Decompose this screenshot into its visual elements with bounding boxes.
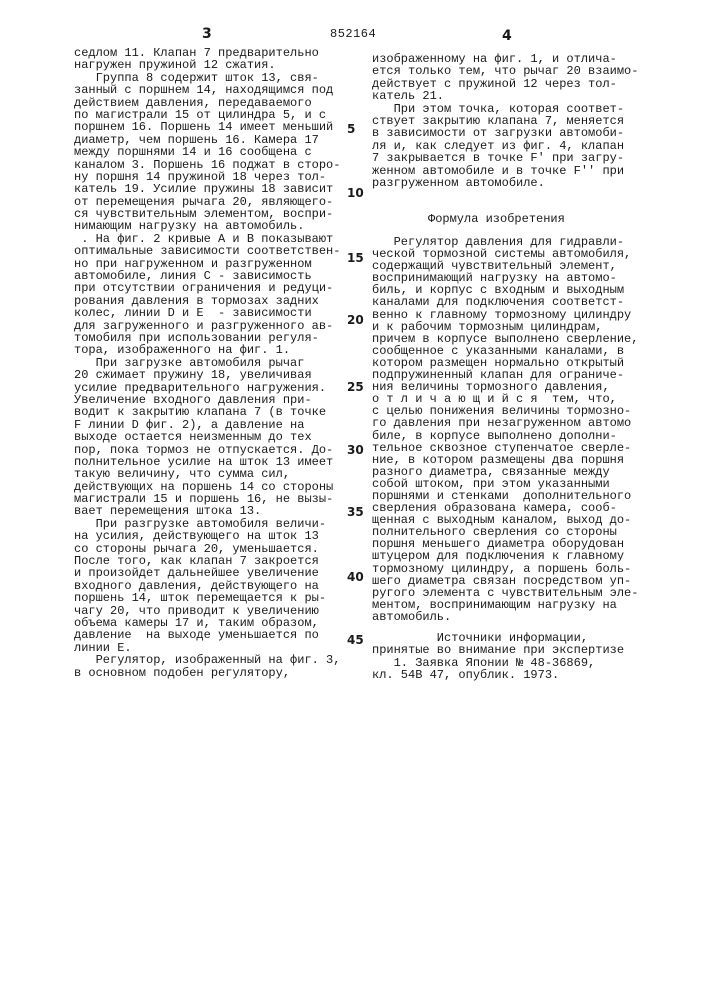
text-line: шего диаметра связан посредством уп- bbox=[372, 575, 638, 587]
text-line: входного давления, действующего на bbox=[74, 580, 340, 592]
text-line: ствует закрытию клапана 7, меняется bbox=[372, 115, 638, 127]
text-line: изображенному на фиг. 1, и отлича- bbox=[372, 53, 638, 65]
text-line: ческой тормозной системы автомобиля, bbox=[372, 248, 638, 260]
text-line: в основном подобен регулятору, bbox=[74, 667, 340, 679]
text-line: полнительное усилие на шток 13 имеет bbox=[74, 456, 340, 468]
text-line: автомобиль. bbox=[372, 611, 638, 623]
text-line: поршня меньшего диаметра оборудован bbox=[372, 538, 638, 550]
text-line: между поршнями 14 и 16 сообщена с bbox=[74, 146, 340, 158]
line-number: 15 bbox=[347, 251, 364, 265]
text-line: колес, линии D и E - зависимости bbox=[74, 307, 340, 319]
text-line: При загрузке автомобиля рычаг bbox=[74, 357, 340, 369]
claims-heading: Формула изобретения bbox=[428, 212, 565, 226]
line-number: 35 bbox=[347, 505, 364, 519]
text-line: и к рабочим тормозным цилиндрам, bbox=[372, 321, 638, 333]
text-line: биле, в корпусе выполнено дополни- bbox=[372, 430, 638, 442]
text-line: После того, как клапан 7 закроется bbox=[74, 555, 340, 567]
text-line: нагружен пружиной 12 сжатия. bbox=[74, 59, 340, 71]
text-line: рования давления в тормозах задних bbox=[74, 295, 340, 307]
text-line: чагу 20, что приводит к увеличению bbox=[74, 605, 340, 617]
text-line: такую величину, что сумма сил, bbox=[74, 468, 340, 480]
text-line: тельное сквозное ступенчатое сверле- bbox=[372, 442, 638, 454]
text-line: пор, пока тормоз не отпускается. До- bbox=[74, 444, 340, 456]
text-line: действием давления, передаваемого bbox=[74, 97, 340, 109]
text-line: магистрали 15 и поршень 16, не вызы- bbox=[74, 493, 340, 505]
text-line: вает перемещения штока 13. bbox=[74, 505, 340, 517]
text-line: полнительного сверления со стороны bbox=[372, 526, 638, 538]
text-line: ментом, воспринимающим нагрузку на bbox=[372, 599, 638, 611]
text-line: Регулятор, изображенный на фиг. 3, bbox=[74, 654, 340, 666]
text-line: принятые во внимание при экспертизе bbox=[372, 644, 624, 656]
text-line: 1. Заявка Японии № 48-36869, bbox=[372, 657, 624, 669]
text-line: ется только тем, что рычаг 20 взаимо- bbox=[372, 65, 638, 77]
text-line: в зависимости от загрузки автомоби- bbox=[372, 127, 638, 139]
text-line: о т л и ч а ю щ и й с я тем, что, bbox=[372, 393, 638, 405]
text-line: выходе остается неизменным до тех bbox=[74, 431, 340, 443]
right-column-text bbox=[372, 53, 638, 189]
text-line: ния величины тормозного давления, bbox=[372, 381, 638, 393]
text-line: нимающим нагрузку на автомобиль. bbox=[74, 220, 340, 232]
text-line: подпружиненный клапан для ограниче- bbox=[372, 369, 638, 381]
text-line: занный с поршнем 14, находящимся под bbox=[74, 84, 340, 96]
text-line: поршнем 16. Поршень 14 имеет меньший bbox=[74, 121, 340, 133]
text-line: содержащий чувствительный элемент, bbox=[372, 260, 638, 272]
text-line: для загруженного и разгруженного ав- bbox=[74, 320, 340, 332]
text-line: поршень 14, шток перемещается к ры- bbox=[74, 592, 340, 604]
sources-text bbox=[372, 632, 624, 682]
text-line: разного диаметра, связанные между bbox=[372, 466, 638, 478]
text-line: венно к главному тормозному цилиндру bbox=[372, 309, 638, 321]
text-line: при отсутствии ограничения и редуци- bbox=[74, 282, 340, 294]
text-line: Источники информации, bbox=[372, 632, 624, 644]
text-line: Регулятор давления для гидравли- bbox=[372, 236, 638, 248]
text-line: седлом 11. Клапан 7 предварительно bbox=[74, 47, 340, 59]
line-number: 40 bbox=[347, 570, 364, 584]
text-line: по магистрали 15 от цилиндра 5, и с bbox=[74, 109, 340, 121]
text-line: го давления при незагруженном автомо bbox=[372, 417, 638, 429]
text-line: поршнями и стенками дополнительного bbox=[372, 490, 638, 502]
line-number: 45 bbox=[347, 633, 364, 647]
text-line: сверления образована камера, сооб- bbox=[372, 502, 638, 514]
line-number: 30 bbox=[347, 443, 364, 457]
text-line: каналами для подключения соответст- bbox=[372, 296, 638, 308]
text-line: с целью понижения величины тормозно- bbox=[372, 405, 638, 417]
text-line: биль, и корпус с входным и выходным bbox=[372, 284, 638, 296]
text-line: щенная с выходным каналом, выход до- bbox=[372, 514, 638, 526]
text-line: но при нагруженном и разгруженном bbox=[74, 258, 340, 270]
text-line: и произойдет дальнейшее увеличение bbox=[74, 567, 340, 579]
text-line: ся чувствительным элементом, воспри- bbox=[74, 208, 340, 220]
text-line: ние, в котором размещены два поршня bbox=[372, 454, 638, 466]
text-line: собой штоком, при этом указанными bbox=[372, 478, 638, 490]
text-line: каналом 3. Поршень 16 поджат в сторо- bbox=[74, 159, 340, 171]
text-line: кл. 54B 47, опублик. 1973. bbox=[372, 669, 624, 681]
text-line: F линии D фиг. 2), а давление на bbox=[74, 419, 340, 431]
text-line: сообщенное с указанными каналами, в bbox=[372, 345, 638, 357]
text-line: . На фиг. 2 кривые A и B показывают bbox=[74, 233, 340, 245]
page-number-left: 3 bbox=[202, 26, 212, 42]
text-line: объема камеры 17 и, таким образом, bbox=[74, 617, 340, 629]
line-number: 5 bbox=[347, 122, 355, 136]
text-line: разгруженном автомобиле. bbox=[372, 177, 638, 189]
patent-number: 852164 bbox=[330, 27, 376, 41]
text-line: 20 сжимает пружину 18, увеличивая bbox=[74, 369, 340, 381]
text-line: оптимальные зависимости соответствен- bbox=[74, 245, 340, 257]
text-line: При разгрузке автомобиля величи- bbox=[74, 518, 340, 530]
text-line: от перемещения рычага 20, являющего- bbox=[74, 196, 340, 208]
text-line: давление на выходе уменьшается по bbox=[74, 629, 340, 641]
text-line: ля и, как следует из фиг. 4, клапан bbox=[372, 140, 638, 152]
text-line: катель 19. Усилие пружины 18 зависит bbox=[74, 183, 340, 195]
text-line: линии E. bbox=[74, 642, 340, 654]
text-line: действующих на поршень 14 со стороны bbox=[74, 481, 340, 493]
text-line: диаметр, чем поршень 16. Камера 17 bbox=[74, 134, 340, 146]
text-line: ругого элемента с чувствительным эле- bbox=[372, 587, 638, 599]
text-line: Увеличение входного давления при- bbox=[74, 394, 340, 406]
claim-text bbox=[372, 236, 638, 623]
text-line: Группа 8 содержит шток 13, свя- bbox=[74, 72, 340, 84]
text-line: водит к закрытию клапана 7 (в точке bbox=[74, 406, 340, 418]
line-number: 20 bbox=[347, 313, 364, 327]
text-line: причем в корпусе выполнено сверление, bbox=[372, 333, 638, 345]
text-line: действует с пружиной 12 через тол- bbox=[372, 78, 638, 90]
line-number: 10 bbox=[347, 186, 364, 200]
text-line: катель 21. bbox=[372, 90, 638, 102]
text-line: тора, изображенного на фиг. 1. bbox=[74, 344, 340, 356]
text-line: автомобиле, линия C - зависимость bbox=[74, 270, 340, 282]
text-line: со стороны рычага 20, уменьшается. bbox=[74, 543, 340, 555]
line-number: 25 bbox=[347, 380, 364, 394]
text-line: штуцером для подключения к главному bbox=[372, 550, 638, 562]
text-line: При этом точка, которая соответ- bbox=[372, 103, 638, 115]
text-line: томобиля при использовании регуля- bbox=[74, 332, 340, 344]
text-line: тормозному цилиндру, а поршень боль- bbox=[372, 563, 638, 575]
text-line: котором размещен нормально открытый bbox=[372, 357, 638, 369]
text-line: ну поршня 14 пружиной 18 через тол- bbox=[74, 171, 340, 183]
text-line: воспринимающий нагрузку на автомо- bbox=[372, 272, 638, 284]
page-number-right: 4 bbox=[502, 28, 512, 44]
text-line: на усилия, действующего на шток 13 bbox=[74, 530, 340, 542]
text-line: 7 закрывается в точке F' при загру- bbox=[372, 152, 638, 164]
text-line: женном автомобиле и в точке F'' при bbox=[372, 165, 638, 177]
text-line: усилие предварительного нагружения. bbox=[74, 382, 340, 394]
left-column-text bbox=[74, 47, 340, 679]
